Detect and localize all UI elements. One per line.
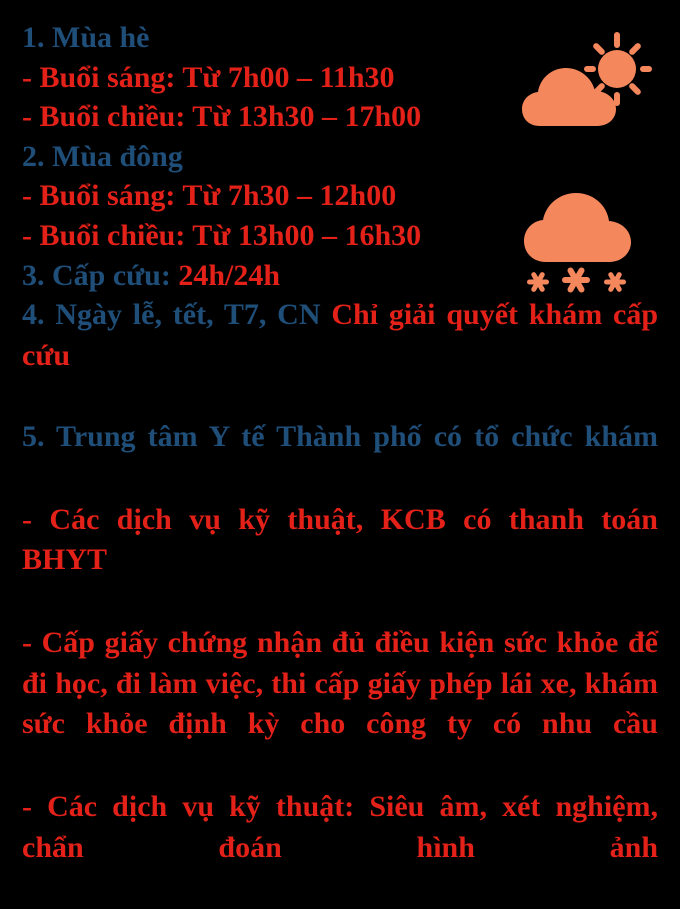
bullet-1: - Các dịch vụ kỹ thuật, KCB có thanh toán BHYT bbox=[22, 502, 658, 577]
item-4-label: 4. Ngày lễ, tết, T7, CN bbox=[22, 298, 321, 332]
sun-cloud-icon bbox=[522, 30, 652, 140]
section-1-heading: 1. Mùa hè bbox=[22, 21, 150, 54]
item-5-label: 5. Trung tâm Y tế Thành phố bbox=[22, 419, 422, 453]
section-2-heading: 2. Mùa đông bbox=[22, 139, 183, 173]
section-1-line-morning: - Buổi sáng: Từ 7h00 – 11h30 bbox=[22, 60, 395, 94]
item-3-label: 3. Cấp cứu: bbox=[22, 258, 171, 292]
item-4 bbox=[22, 295, 658, 417]
section-1-line-afternoon: - Buổi chiều: Từ 13h30 – 17h00 bbox=[22, 100, 422, 134]
section-2-line-morning: - Buổi sáng: Từ 7h30 – 12h00 bbox=[22, 179, 397, 213]
item-4-value: Chỉ giải quyết khám cấp cứu bbox=[22, 298, 658, 372]
section-2-line-afternoon: - Buổi chiều: Từ 13h00 – 16h30 bbox=[22, 218, 422, 252]
snow-cloud-icon bbox=[516, 190, 646, 300]
bullet-3: - Các dịch vụ kỹ thuật: Siêu âm, xét nghiệm, chẩn đoán hình ảnh bbox=[22, 790, 658, 864]
bullet-2: - Cấp giấy chứng nhận đủ điều kiện sức khỏe để đi học, đi làm việc, thi cấp giấy phép lái xe, khám sức khỏe định kỳ cho công ty có nhu cầu bbox=[22, 626, 658, 741]
item-3-value: 24h/24h bbox=[170, 258, 281, 292]
item-5 bbox=[22, 417, 658, 498]
item-5-value: có tổ chức khám bbox=[421, 419, 658, 453]
